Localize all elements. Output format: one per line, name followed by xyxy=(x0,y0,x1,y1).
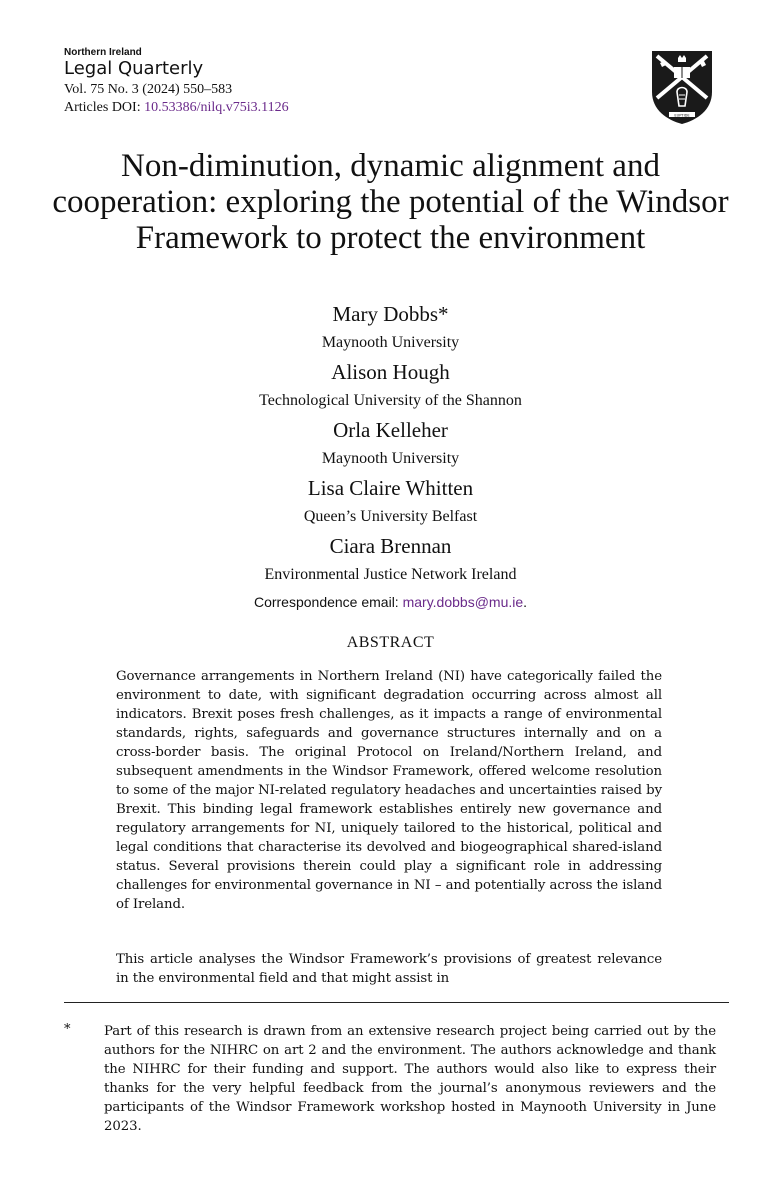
footnote-marker: * xyxy=(64,1022,71,1037)
author-affiliation: Maynooth University xyxy=(321,334,460,351)
author-affiliation: Queen’s University Belfast xyxy=(303,508,478,525)
footnote-text: Part of this research is drawn from an extensive research project being carried out by the authors for the NIHRC on art 2 and the environment. The authors acknowledge and thank the NIHRC for their funding and support. The authors would also like to express their thanks for the very helpful feedback from the journal’s anonymous reviewers and the participants of the Windsor Framework workshop hosted in Maynooth University in June 2023. xyxy=(104,1024,716,1134)
doi-link[interactable]: 10.53386/nilq.v75i3.1126 xyxy=(144,100,289,115)
author-name: Lisa Claire Whitten xyxy=(307,476,474,500)
author-name: Orla Kelleher xyxy=(333,418,448,442)
article-title: Non-diminution, dynamic alignment and cooperation: exploring the potential of the Windsor Framework to protect the environment xyxy=(52,148,729,256)
abstract-paragraph: Governance arrangements in Northern Ireland (NI) have categorically failed the environment to date, with significant degradation occurring across almost all indicators. Brexit poses fresh challenges, as it impacts a range of environmental standards, rights, safeguards and governance structures internally and on a cross-border basis. The original Protocol on Ireland/Northern Ireland, and subsequent amendments in the Windsor Framework, offered welcome resolution to some of the major NI-related regulatory headaches and uncertainties raised by Brexit. This binding legal framework establishes entirely new governance and regulatory arrangements for NI, uniquely tailored to the historical, political and legal conditions that characterise its devolved and biogeographical shared-island status. Several provisions therein could play a significant role in addressing challenges for environmental governance in NI – and potentially across the island of Ireland. xyxy=(116,669,662,912)
doi-line xyxy=(64,101,289,115)
crest-motto: EUPTIDE xyxy=(674,113,690,118)
author-affiliation: Environmental Justice Network Ireland xyxy=(264,566,517,583)
journal-header xyxy=(64,48,289,119)
author-affiliation: Maynooth University xyxy=(321,450,460,467)
journal-name: Legal Quarterly xyxy=(64,58,204,79)
university-crest-icon xyxy=(649,48,715,126)
journal-publisher-line: Northern Ireland xyxy=(64,47,142,58)
author-name: Ciara Brennan xyxy=(329,534,452,558)
correspondence-trailing: . xyxy=(523,594,528,610)
author-affiliation: Technological University of the Shannon xyxy=(259,392,522,409)
correspondence-line xyxy=(40,590,741,614)
doi-label: Articles DOI: xyxy=(64,100,145,115)
volume-line: Vol. 75 No. 3 (2024) 550–583 xyxy=(64,82,233,97)
author-name: Mary Dobbs* xyxy=(332,302,449,326)
correspondence-label: Correspondence email: xyxy=(253,594,403,610)
footnote-divider xyxy=(64,1002,729,1003)
author-list xyxy=(40,300,741,614)
abstract-heading: ABSTRACT xyxy=(346,634,435,651)
abstract-paragraph: This article analyses the Windsor Framework’s provisions of greatest relevance in the environmental field and that might assist in xyxy=(116,952,662,986)
correspondence-email-link[interactable]: mary.dobbs@mu.ie xyxy=(402,594,524,610)
author-name: Alison Hough xyxy=(331,360,450,384)
